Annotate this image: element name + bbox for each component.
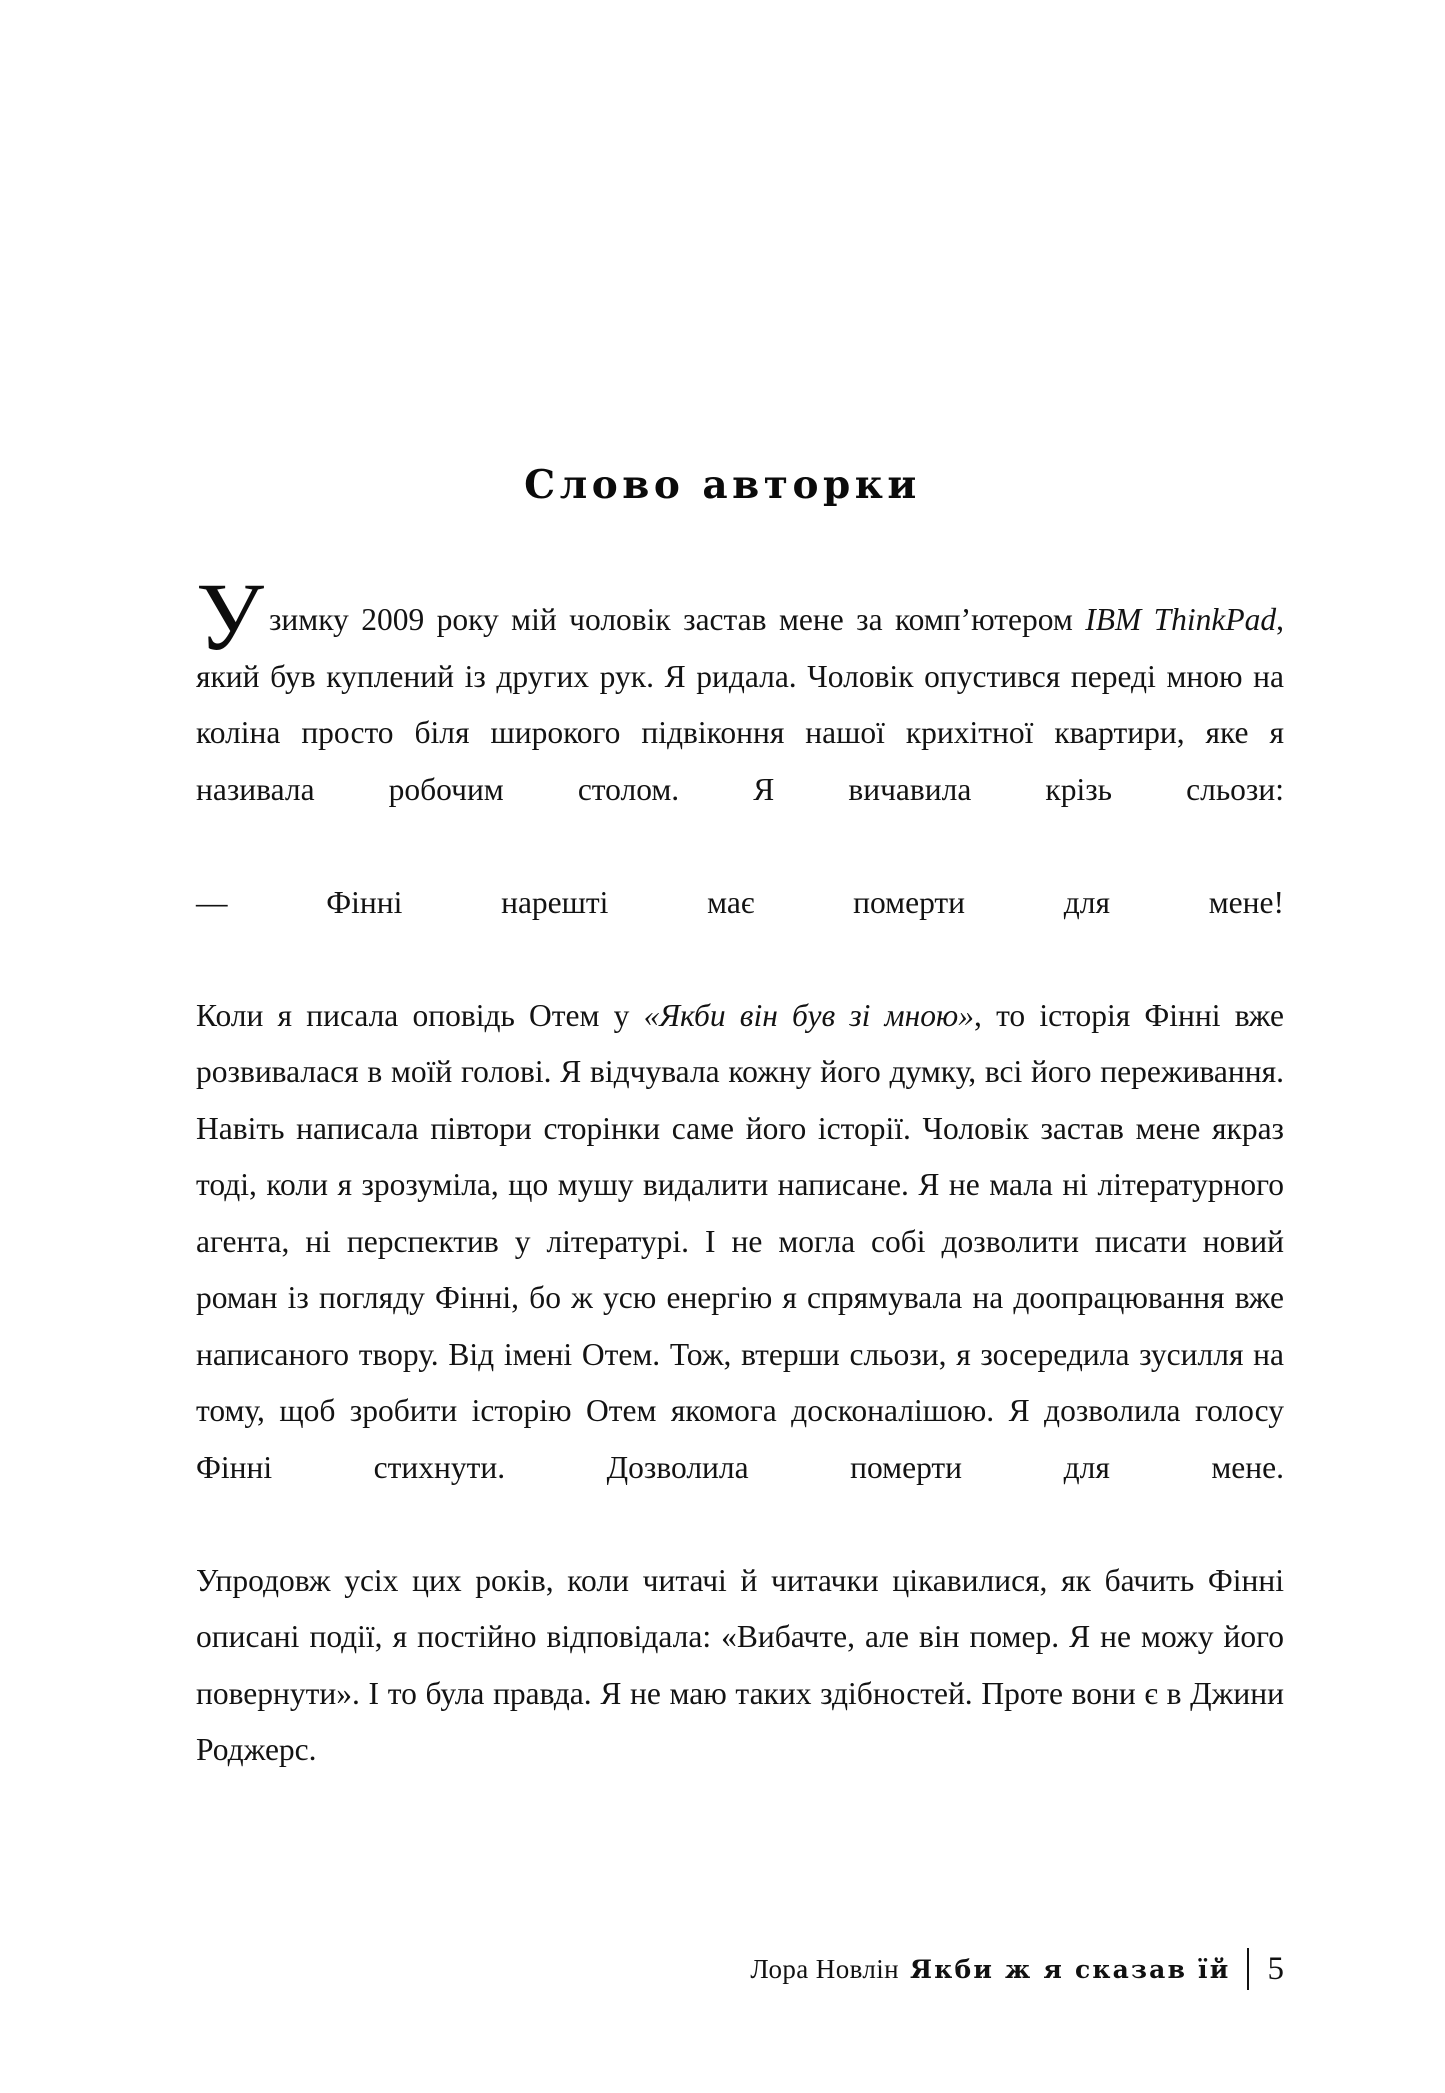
paragraph-dialogue xyxy=(196,875,1284,988)
paragraph-run-text: Упродовж усіх цих років, коли читачі й читачки цікавилися, як бачить Фінні описані події, я постійно відповідала: «Вибачте, але він помер. Я не можу його повернути». І то була правда. Я не маю таких здібностей. Проте вони є в Джини Роджерс. xyxy=(196,1562,1284,1767)
footer-book-title: Якби ж я сказав їй xyxy=(910,1954,1231,1984)
paragraph-run-italic-booktitle: «Якби він був зі мною» xyxy=(643,997,975,1033)
paragraph-run-italic: IBM ThinkPad xyxy=(1085,602,1277,637)
drop-cap: У xyxy=(196,563,264,670)
running-footer xyxy=(196,1948,1284,1990)
paragraph-opening xyxy=(196,563,1284,875)
paragraph-body xyxy=(196,988,1284,1553)
paragraph-body xyxy=(196,1553,1284,1836)
paragraph-run-text: , який був куплений із других рук. Я ридала. Чоловік опустився переді мною на коліна просто біля широкого підвіконня нашої крихітної квартири, яке я називала робочим столом. Я вичавила крізь сльози: xyxy=(196,602,1284,807)
body-text xyxy=(196,563,1284,1835)
paragraph-run-text: зимку 2009 року мій чоловік застав мене за комп’ютером xyxy=(268,602,1086,637)
page-title: Слово авторки xyxy=(524,462,921,509)
paragraph-run-text: Коли я писала оповідь Отем у xyxy=(196,997,644,1033)
page-number: 5 xyxy=(1267,1950,1284,1987)
dialogue-line: — Фінні нарешті має померти для мене! xyxy=(196,884,1284,920)
footer-divider xyxy=(1247,1948,1249,1990)
footer-author: Лора Новлін xyxy=(750,1953,900,1984)
paragraph-run-text: , то історія Фінні вже розвивалася в моїй голові. Я відчувала кожну його думку, всі його переживання. Навіть написала півтори сторінки саме його історії. Чоловік застав мене якраз тоді, коли я зрозуміла, що мушу видалити написане. Я не мала ні літературного агента, ні перспектив у літературі. І не могла собі дозволити писати новий роман із погляду Фінні, бо ж усю енергію я спрямувала на доопрацювання вже написаного твору. Від імені Отем. Тож, втерши сльози, я зосередила зусилля на тому, щоб зробити історію Отем якомога досконалішою. Я дозволила голосу Фінні стихнути. Дозволила померти для мене. xyxy=(196,997,1284,1485)
